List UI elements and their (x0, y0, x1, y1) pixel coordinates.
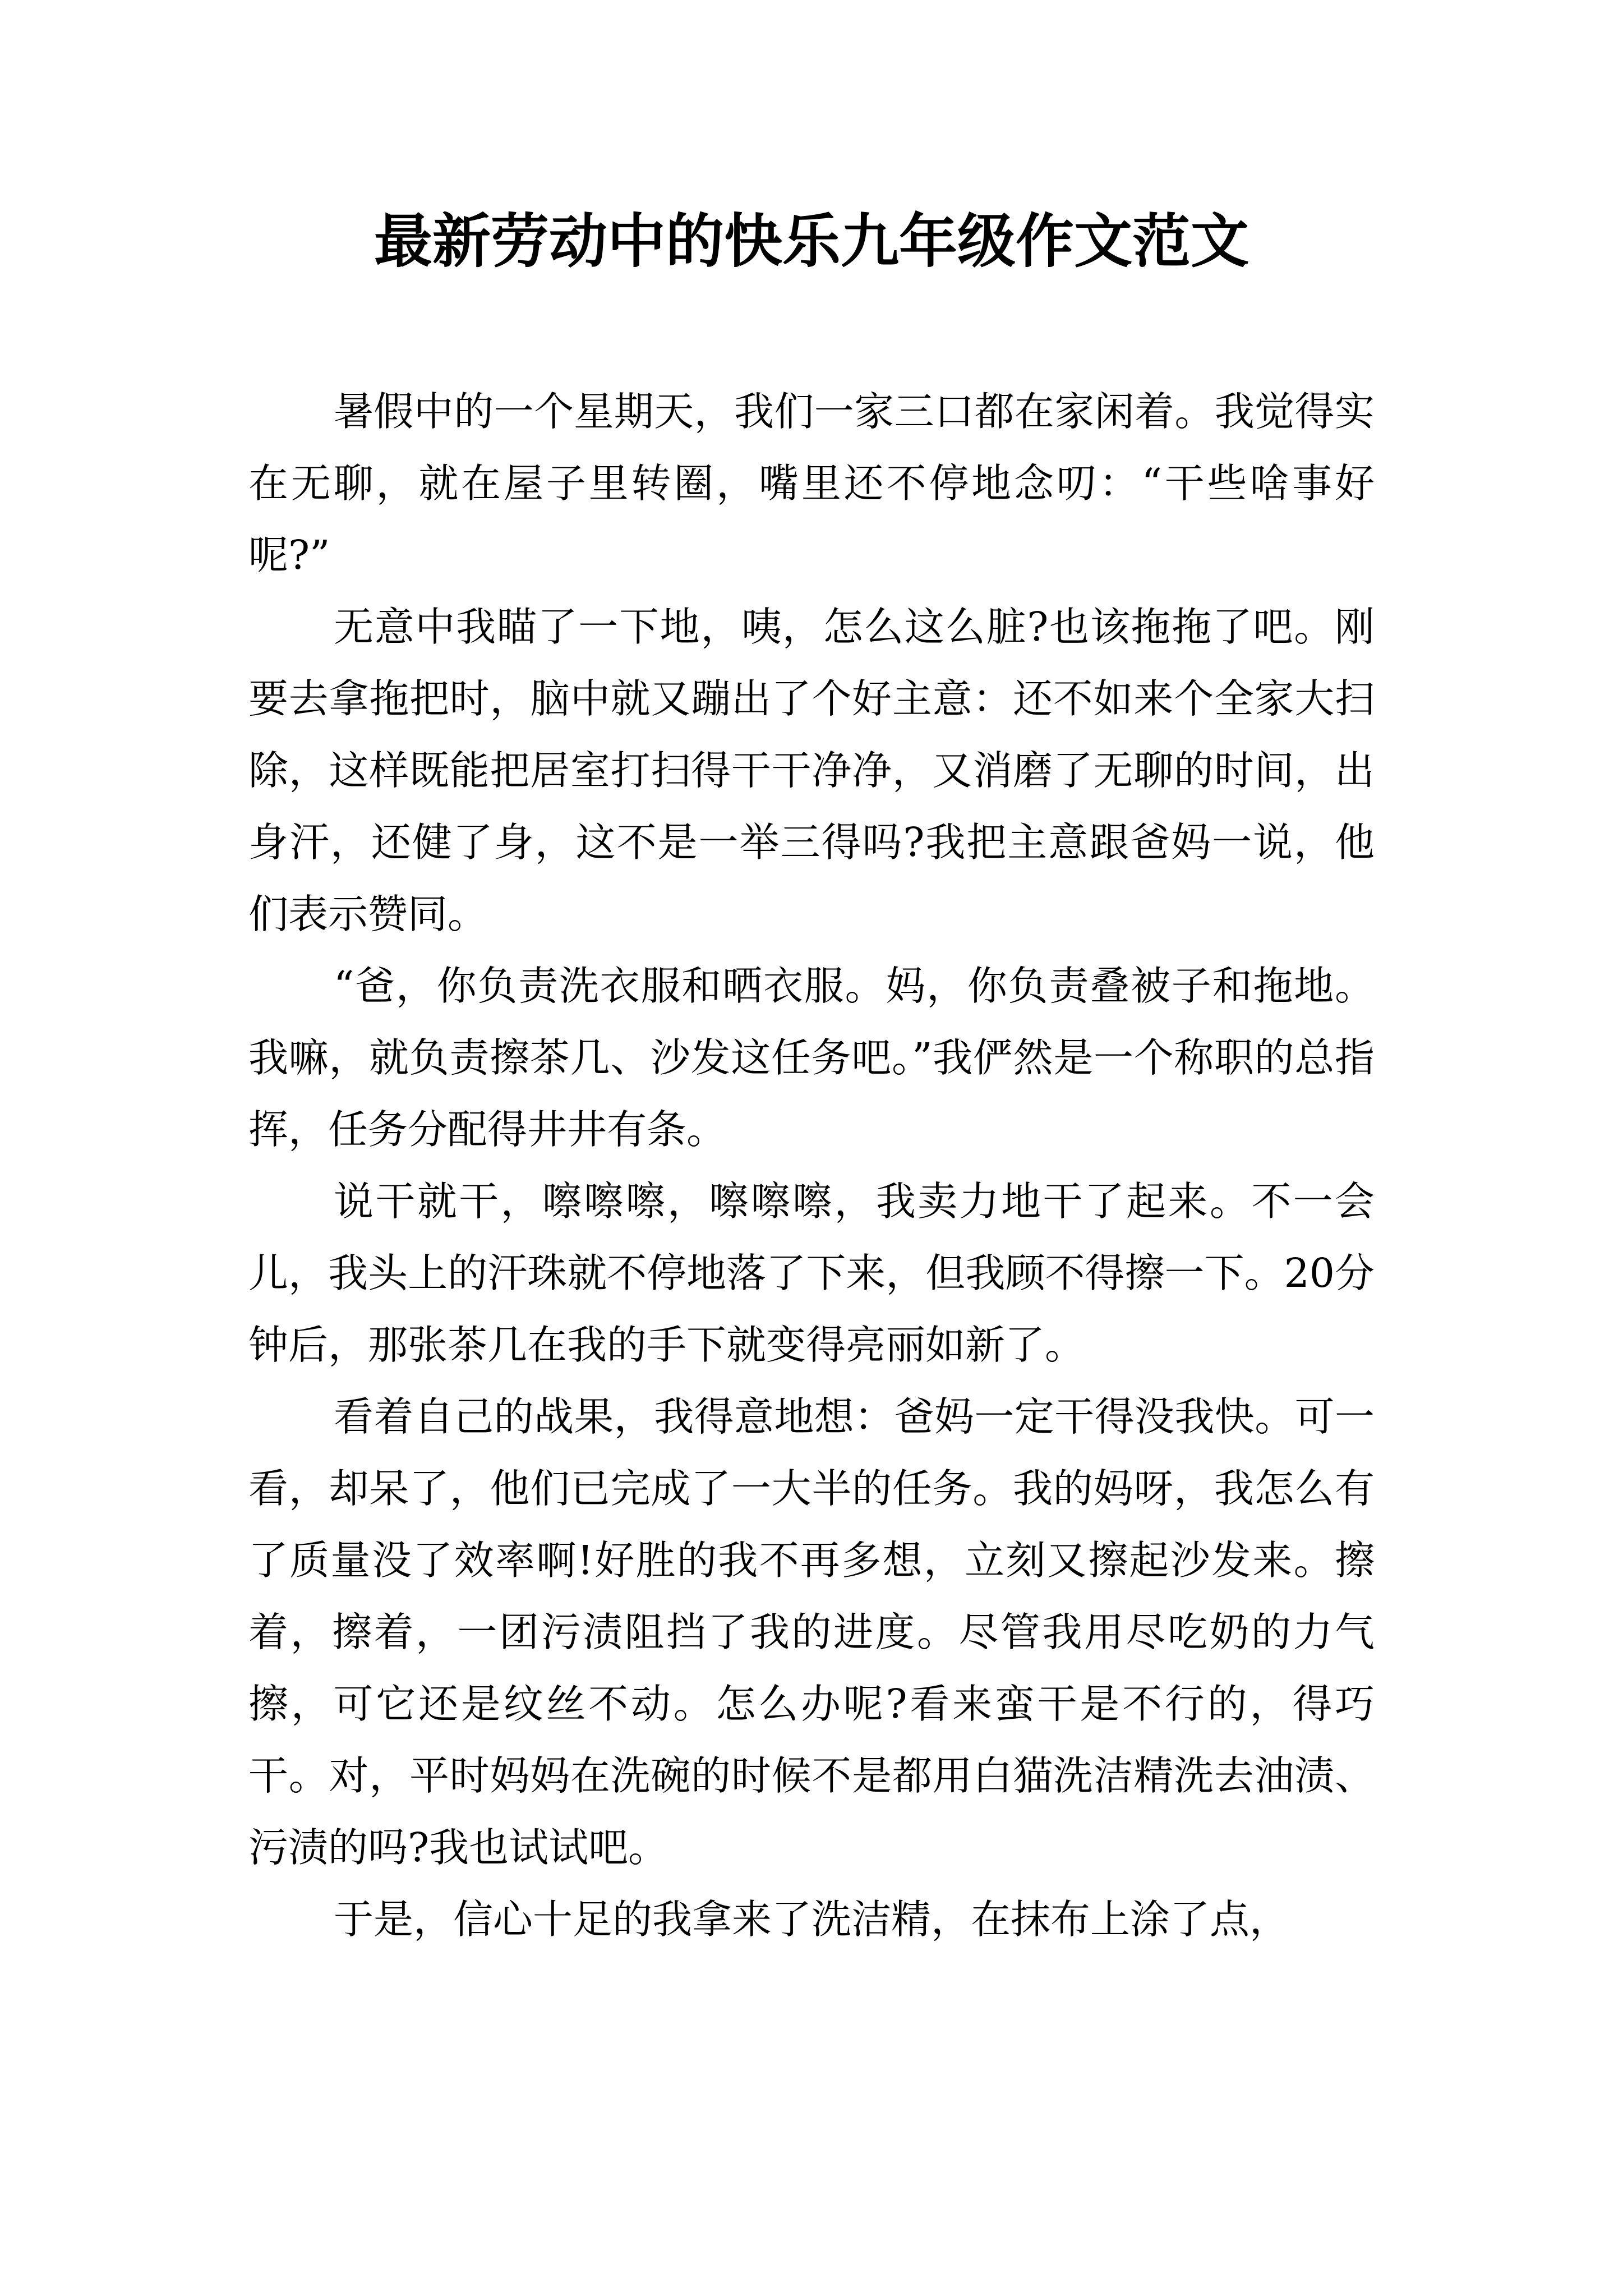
paragraph-6: 于是，信心十足的我拿来了洗洁精，在抹布上涂了点， (334, 1896, 1290, 1943)
document-title: 最新劳动中的快乐九年级作文范文 (374, 206, 1249, 275)
paragraph-1: 暑假中的一个星期天，我们一家三口都在家闲着。我觉得实在无聊，就在屋子里转圈，嘴里还不停地念叨：“干些啥事好呢?” (248, 388, 1375, 578)
paragraph-2: 无意中我瞄了一下地，咦，怎么这么脏?也该拖拖了吧。刚要去拿拖把时，脑中就又蹦出了个好主意：还不如来个全家大扫除，这样既能把居室打扫得干干净净，又消磨了无聊的时间，出身汗，还健了身，这不是一举三得吗?我把主意跟爸妈一说，他们表示赞同。 (248, 604, 1375, 937)
document-body (248, 376, 1375, 1955)
paragraph-5: 看着自己的战果，我得意地想：爸妈一定干得没我快。可一看，却呆了，他们已完成了一大半的任务。我的妈呀，我怎么有了质量没了效率啊!好胜的我不再多想，立刻又擦起沙发来。擦着，擦着，一团污渍阻挡了我的进度。尽管我用尽吃奶的力气擦，可它还是纹丝不动。怎么办呢?看来蛮干是不行的，得巧干。对，平时妈妈在洗碗的时候不是都用白猫洗洁精洗去油渍、污渍的吗?我也试试吧。 (248, 1393, 1375, 1871)
paragraph-4: 说干就干，嚓嚓嚓，嚓嚓嚓，我卖力地干了起来。不一会儿，我头上的汗珠就不停地落了下来，但我顾不得擦一下。20分钟后，那张茶几在我的手下就变得亮丽如新了。 (248, 1178, 1375, 1368)
paragraph-3: “爸，你负责洗衣服和晒衣服。妈，你负责叠被子和拖地。我嘛，就负责擦茶几、沙发这任务吧。”我俨然是一个称职的总指挥，任务分配得井井有条。 (248, 963, 1375, 1153)
